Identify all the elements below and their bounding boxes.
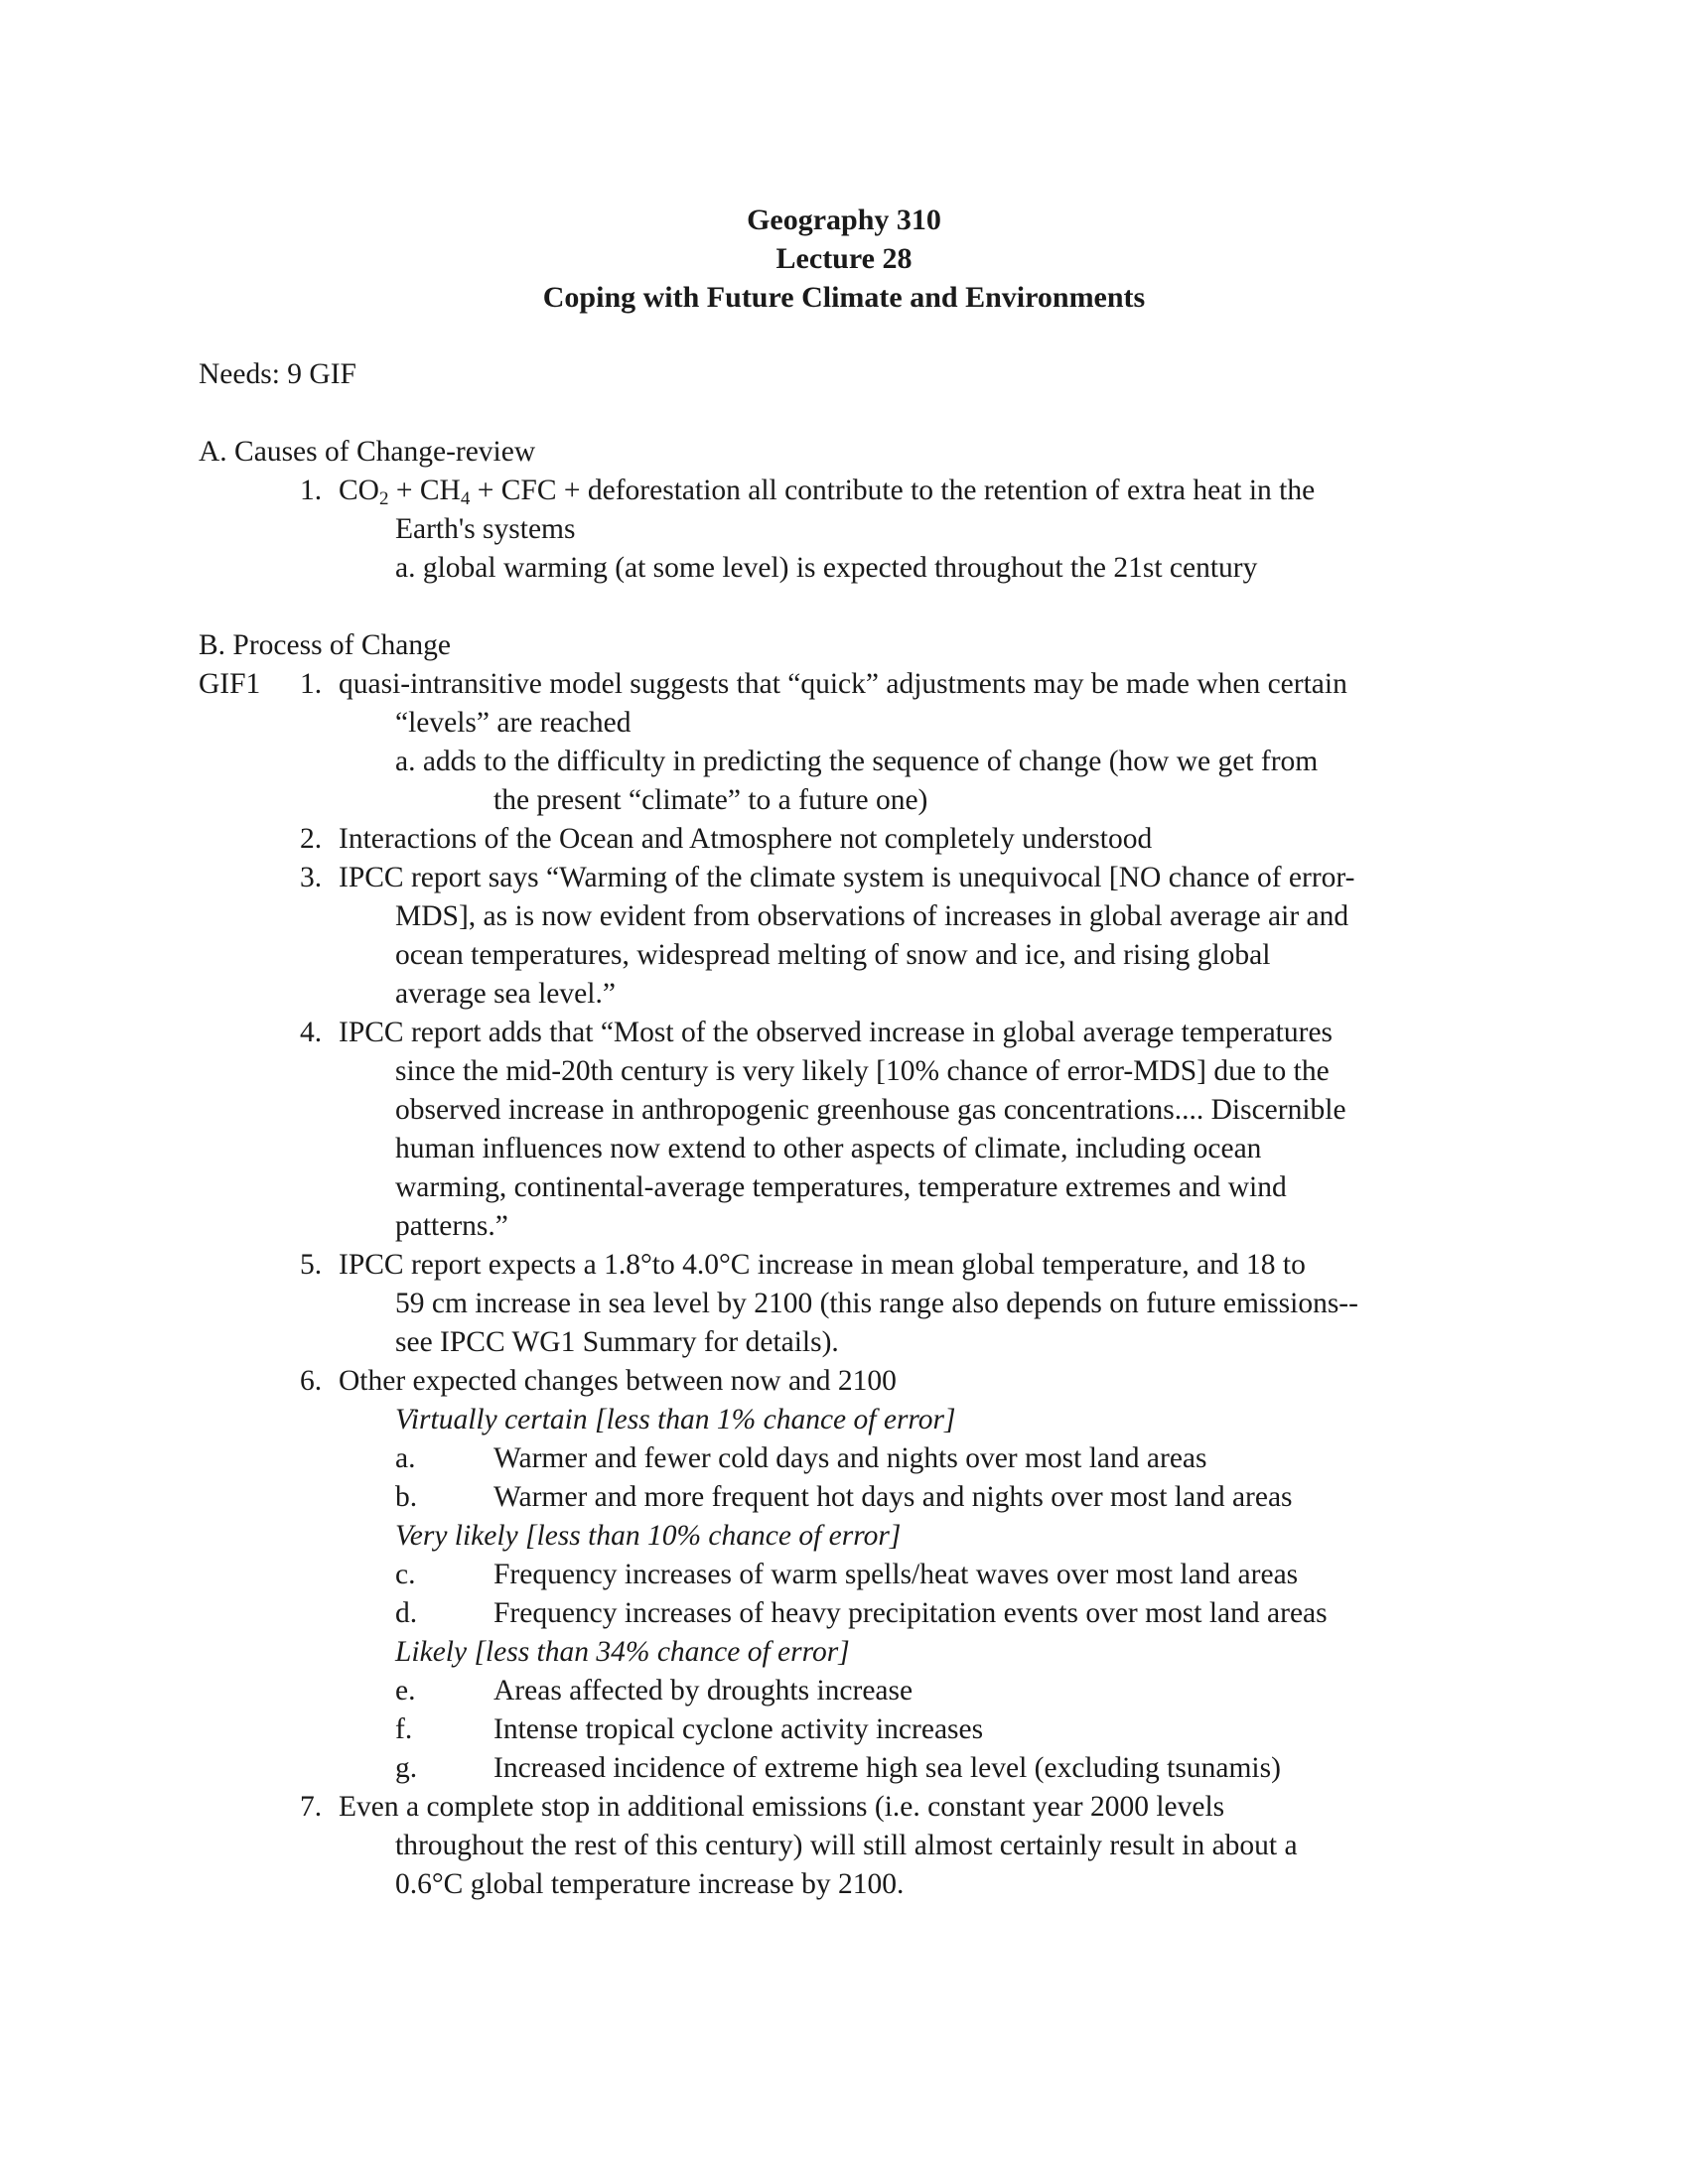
item-6d-text: Frequency increases of heavy precipitation events over most land areas bbox=[493, 1597, 1328, 1629]
likelihood-very-likely: Very likely [less than 10% chance of error] bbox=[395, 1520, 902, 1552]
section-b-item-5-line-3: see IPCC WG1 Summary for details). bbox=[395, 1326, 839, 1358]
section-b-heading: B. Process of Change bbox=[199, 629, 451, 661]
section-b-item-4-line-1: IPCC report adds that “Most of the observed increase in global average temperatures bbox=[339, 1017, 1334, 1048]
ch-text: + CH bbox=[388, 475, 461, 506]
likelihood-likely: Likely [less than 34% chance of error] bbox=[395, 1636, 850, 1668]
item-6d-letter: d. bbox=[395, 1597, 418, 1629]
item-6g-text: Increased incidence of extreme high sea level (excluding tsunamis) bbox=[493, 1752, 1281, 1784]
item-6e-letter: e. bbox=[395, 1675, 416, 1706]
lecture-number: Lecture 28 bbox=[775, 242, 913, 275]
section-b-item-5-number: 5. bbox=[300, 1249, 323, 1281]
section-b-item-7-number: 7. bbox=[300, 1791, 323, 1823]
co-subscript: 2 bbox=[378, 488, 389, 509]
section-b-item-7-line-3: 0.6°C global temperature increase by 2100. bbox=[395, 1868, 905, 1900]
section-b-item-3-line-1: IPCC report says “Warming of the climate system is unequivocal [NO chance of error- bbox=[339, 862, 1355, 893]
item-6b-letter: b. bbox=[395, 1481, 418, 1513]
section-b-item-3-line-3: ocean temperatures, widespread melting of snow and ice, and rising global bbox=[395, 939, 1271, 971]
section-a-heading: A. Causes of Change-review bbox=[199, 436, 536, 468]
margin-note-gif1: GIF1 bbox=[199, 668, 261, 700]
section-b-item-4-line-6: patterns.” bbox=[395, 1210, 508, 1242]
section-a-item-1-number: 1. bbox=[300, 475, 323, 506]
section-b-item-5-line-2: 59 cm increase in sea level by 2100 (this range also depends on future emissions-- bbox=[395, 1288, 1358, 1319]
item-6c-text: Frequency increases of warm spells/heat waves over most land areas bbox=[493, 1559, 1299, 1590]
section-b-item-2-line-1: Interactions of the Ocean and Atmosphere not completely understood bbox=[339, 823, 1153, 855]
section-b-item-7-line-1: Even a complete stop in additional emissions (i.e. constant year 2000 levels bbox=[339, 1791, 1225, 1823]
item-6c-letter: c. bbox=[395, 1559, 416, 1590]
co-text: CO bbox=[339, 475, 379, 506]
section-b-item-4-number: 4. bbox=[300, 1017, 323, 1048]
section-b-item-3-line-4: average sea level.” bbox=[395, 978, 616, 1010]
section-b-item-3-number: 3. bbox=[300, 862, 323, 893]
section-b-item-4-line-2: since the mid-20th century is very likely [10% chance of error-MDS] due to the bbox=[395, 1055, 1330, 1087]
item-1-rest: + CFC + deforestation all contribute to the retention of extra heat in the bbox=[470, 475, 1316, 506]
course-title: Geography 310 bbox=[747, 204, 941, 236]
item-6g-letter: g. bbox=[395, 1752, 418, 1784]
item-6e-text: Areas affected by droughts increase bbox=[493, 1675, 914, 1706]
section-b-item-1-number: 1. bbox=[300, 668, 323, 700]
section-b-item-3-line-2: MDS], as is now evident from observations of increases in global average air and bbox=[395, 900, 1349, 932]
section-b-item-4-line-3: observed increase in anthropogenic greenhouse gas concentrations.... Discernible bbox=[395, 1094, 1346, 1126]
section-b-item-2-number: 2. bbox=[300, 823, 323, 855]
section-b-item-7-line-2: throughout the rest of this century) will still almost certainly result in about a bbox=[395, 1830, 1298, 1861]
ch-subscript: 4 bbox=[460, 488, 471, 509]
likelihood-virtually-certain: Virtually certain [less than 1% chance of error] bbox=[395, 1404, 956, 1435]
section-b-item-1-line-1: quasi-intransitive model suggests that “quick” adjustments may be made when certain bbox=[339, 668, 1347, 700]
item-6b-text: Warmer and more frequent hot days and nights over most land areas bbox=[493, 1481, 1293, 1513]
section-a-item-1a: a. global warming (at some level) is expected throughout the 21st century bbox=[395, 552, 1258, 584]
item-6f-text: Intense tropical cyclone activity increases bbox=[493, 1713, 984, 1745]
needs-line: Needs: 9 GIF bbox=[199, 358, 356, 390]
section-b-item-4-line-5: warming, continental-average temperatures, temperature extremes and wind bbox=[395, 1171, 1287, 1203]
section-b-item-1a-line-1: a. adds to the difficulty in predicting the sequence of change (how we get from bbox=[395, 746, 1319, 777]
section-b-item-5-line-1: IPCC report expects a 1.8°to 4.0°C increase in mean global temperature, and 18 to bbox=[339, 1249, 1306, 1281]
item-6a-text: Warmer and fewer cold days and nights over most land areas bbox=[493, 1442, 1207, 1474]
item-6f-letter: f. bbox=[395, 1713, 413, 1745]
section-b-item-6-line-1: Other expected changes between now and 2100 bbox=[339, 1365, 897, 1397]
section-b-item-4-line-4: human influences now extend to other aspects of climate, including ocean bbox=[395, 1133, 1262, 1164]
section-b-item-6-number: 6. bbox=[300, 1365, 323, 1397]
lecture-title: Coping with Future Climate and Environments bbox=[542, 281, 1146, 314]
item-6a-letter: a. bbox=[395, 1442, 416, 1474]
section-b-item-1a-line-2: the present “climate” to a future one) bbox=[493, 784, 928, 816]
section-a-item-1-text bbox=[339, 472, 1315, 510]
section-b-item-1-line-2: “levels” are reached bbox=[395, 707, 632, 739]
section-a-item-1-continuation: Earth's systems bbox=[395, 513, 576, 545]
